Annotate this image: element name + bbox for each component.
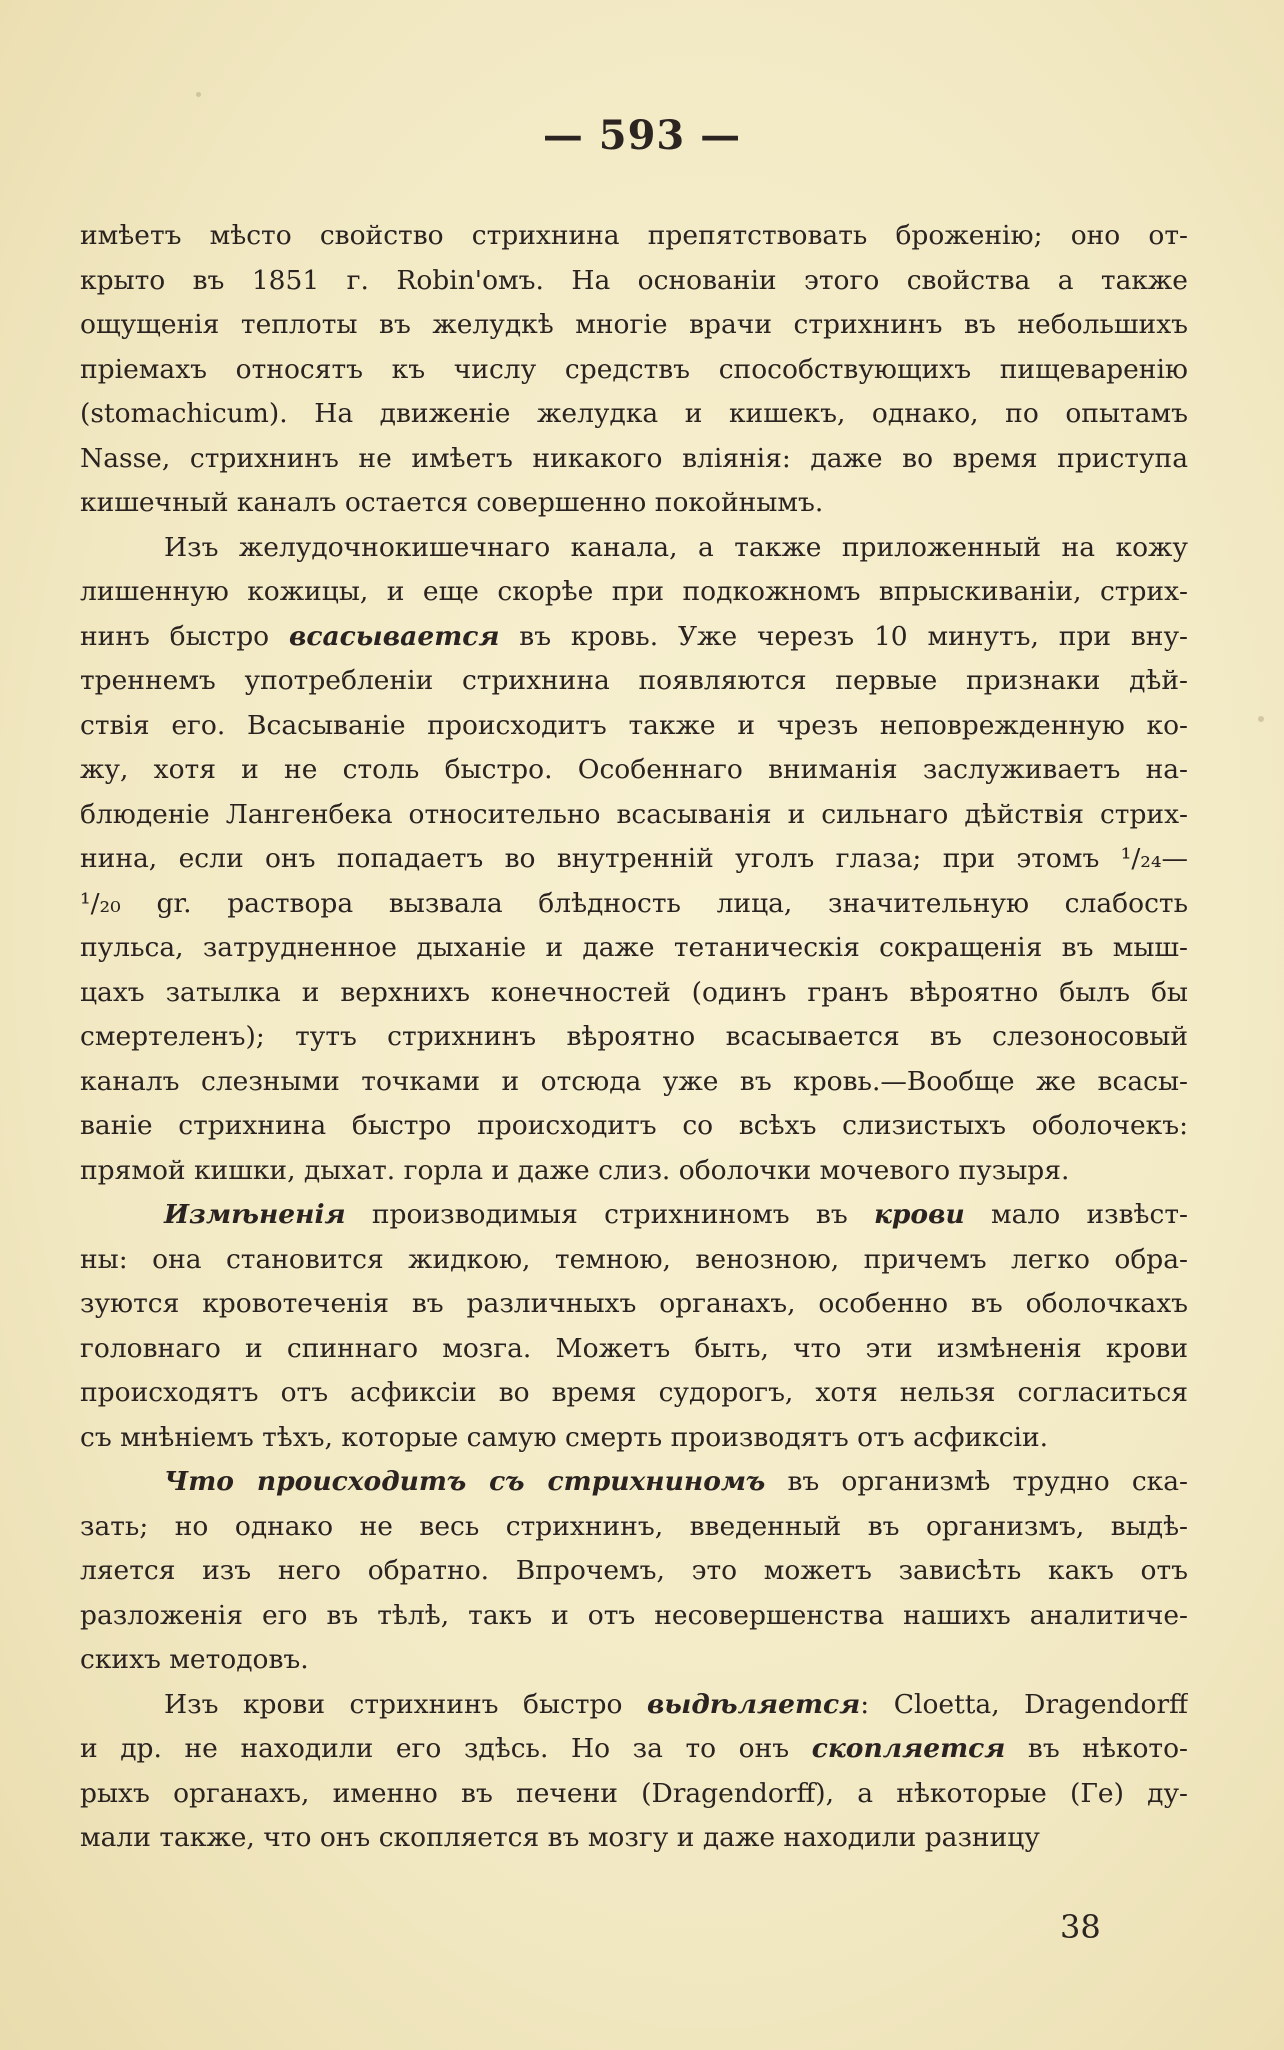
emphasized-term: Измѣненія [164,1199,346,1230]
text-segment: производимыя стрихниномъ въ [345,1199,874,1230]
text-line [80,1193,1188,1238]
text-segment: нина, если онъ попадаетъ во внутренній уголъ глаза; при этомъ ¹/₂₄— [80,843,1188,874]
paragraph [80,526,1188,1194]
text-line [80,1104,1188,1149]
text-line [80,1416,1188,1461]
text-segment: крыто въ 1851 г. Robin'омъ. На основаніи этого свойства а также [80,264,1188,296]
paragraph [80,214,1188,526]
text-segment: имѣетъ мѣсто свойство стрихнина препятствовать броженію; оно от- [80,220,1188,251]
text-line [80,1816,1188,1861]
text-segment: нинъ быстро [80,620,289,652]
text-segment: жу, хотя и не столь быстро. Особеннаго вниманія заслуживаетъ на- [80,754,1188,785]
emphasized-term: Что происходитъ съ стрихниномъ [164,1466,766,1497]
text-line [80,1727,1188,1772]
paragraph [80,1683,1188,1861]
text-line [80,481,1188,526]
text-line [80,659,1188,704]
text-line [80,259,1188,304]
text-line [80,837,1188,882]
paragraph [80,1460,1188,1683]
paragraph [80,1193,1188,1460]
text-segment: въ нѣкото- [1005,1733,1188,1764]
text-segment: ляется изъ него обратно. Впрочемъ, это можетъ зависѣть какъ отъ [80,1555,1188,1586]
text-segment: мали также, что онъ скопляется въ мозгу и даже находили разницу [80,1822,1040,1853]
text-line [80,1060,1188,1105]
emphasized-term: всасывается [288,620,500,652]
text-line [80,303,1188,348]
text-line [80,615,1188,660]
text-segment: смертеленъ); тутъ стрихнинъ вѣроятно всасывается въ слезоносовый [80,1021,1188,1052]
text-segment: разложенія его въ тѣлѣ, такъ и отъ несовершенства нашихъ аналитиче- [80,1599,1188,1631]
text-segment: каналъ слезными точками и отсюда уже въ кровь.—Вообще же всасы- [80,1065,1188,1097]
text-segment: : Cloetta, Dragendorff [860,1688,1188,1720]
emphasized-term: выдѣляется [647,1688,861,1720]
text-segment: ваніе стрихнина быстро происходитъ со всѣхъ слизистыхъ оболочекъ: [80,1110,1188,1141]
text-line [80,1149,1188,1194]
text-segment: пріемахъ относятъ къ числу средствъ способствующихъ пищеваренію [80,353,1188,385]
text-line [80,971,1188,1016]
text-line [80,392,1188,437]
text-segment: ощущенія теплоты въ желудкѣ многіе врачи стрихнинъ въ небольшихъ [80,309,1188,340]
text-segment: ны: она становится жидкою, темною, венозною, причемъ легко обра- [80,1243,1188,1275]
text-line [80,1638,1188,1683]
text-segment: съ мнѣніемъ тѣхъ, которые самую смерть производятъ отъ асфиксіи. [80,1421,1049,1453]
text-line [80,1549,1188,1594]
text-segment: цахъ затылка и верхнихъ конечностей (одинъ гранъ вѣроятно былъ бы [80,976,1188,1008]
text-segment: прямой кишки, дыхат. горла и даже слиз. оболочки мочевого пузыря. [80,1154,1070,1186]
text-line [80,882,1188,927]
text-segment: ствія его. Всасываніе происходитъ также и чрезъ неповрежденную ко- [80,709,1188,741]
text-segment: лишенную кожицы, и еще скорѣе при подкожномъ впрыскиваніи, стрих- [80,576,1188,607]
text-line [80,348,1188,393]
text-line [80,437,1188,482]
text-segment: блюденіе Лангенбека относительно всасыванія и сильнаго дѣйствія стрих- [80,798,1188,830]
text-line [80,704,1188,749]
text-segment: Nasse, стрихнинъ не имѣетъ никакого вліянія: даже во время приступа [80,442,1188,474]
text-segment: и др. не находили его здѣсь. Но за то онъ [80,1733,812,1764]
body-text [80,214,1188,1861]
page-number: — 593 — [542,112,742,159]
emphasized-term: скопляется [811,1733,1006,1764]
text-line [80,1505,1188,1550]
text-line [80,1772,1188,1817]
text-segment: пульса, затрудненное дыханіе и даже тетаническія сокращенія въ мыш- [80,932,1188,963]
text-line [80,793,1188,838]
text-line [80,1371,1188,1416]
text-line [80,1594,1188,1639]
text-line [80,926,1188,971]
text-line [80,1327,1188,1372]
text-segment: Изъ крови стрихнинъ быстро [164,1688,648,1720]
text-segment: кишечный каналъ остается совершенно покойнымъ. [80,487,824,518]
text-line [80,1015,1188,1060]
text-segment: зать; но однако не весь стрихнинъ, введенный въ организмъ, выдѣ- [80,1510,1188,1542]
text-segment: въ организмѣ трудно ска- [765,1466,1188,1497]
text-segment: ¹/₂₀ gr. раствора вызвала блѣдность лица, значительную слабость [80,887,1188,919]
text-line [80,1282,1188,1327]
text-line [80,1460,1188,1505]
paper-spot [1258,716,1264,722]
text-segment: скихъ методовъ. [80,1644,309,1675]
text-segment: мало извѣст- [964,1199,1188,1230]
text-line [80,570,1188,615]
text-segment: Изъ желудочнокишечнаго канала, а также приложенный на кожу [164,531,1188,563]
text-segment: происходятъ отъ асфиксіи во время судорогъ, хотя нельзя согласиться [80,1377,1188,1408]
text-segment: рыхъ органахъ, именно въ печени (Dragendorff), а нѣкоторые (Ге) ду- [80,1777,1188,1809]
text-segment: треннемъ употребленіи стрихнина появляются первые признаки дѣй- [80,665,1188,696]
text-segment: (stomachicum). На движеніе желудка и кишекъ, однако, по опытамъ [80,398,1188,429]
text-segment: въ кровь. Уже черезъ 10 минутъ, при вну- [499,620,1188,652]
emphasized-term: крови [873,1199,965,1230]
text-line [80,214,1188,259]
text-line [80,1683,1188,1728]
text-segment: головнаго и спиннаго мозга. Можетъ быть, что эти измѣненія крови [80,1332,1188,1364]
text-line [80,1238,1188,1283]
text-segment: зуются кровотеченія въ различныхъ органахъ, особенно въ оболочкахъ [80,1288,1188,1319]
text-line [80,748,1188,793]
paper-spot [196,92,201,97]
signature-mark: 38 [1060,1908,1101,1946]
text-line [80,526,1188,571]
